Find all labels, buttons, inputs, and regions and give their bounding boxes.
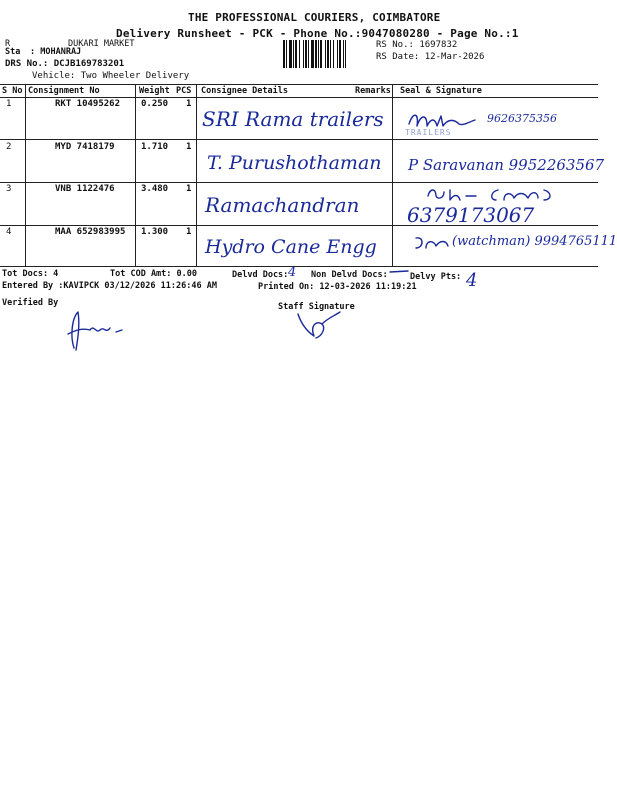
row-3-consignment: VNB 1122476	[55, 184, 115, 194]
col-divider	[25, 84, 26, 266]
row-2-consignee-handwritten: T. Purushothaman	[207, 152, 382, 174]
row-4-weight: 1.300	[141, 227, 169, 237]
table-header-rule	[0, 97, 598, 98]
col-divider	[196, 84, 197, 266]
barcode-image	[283, 40, 372, 68]
entered-by: Entered By :KAVIPCK 03/12/2026 11:26:46 AM	[2, 281, 217, 291]
col-divider	[392, 84, 393, 266]
company-title: THE PROFESSIONAL COURIERS, COIMBATORE	[188, 11, 441, 24]
row-divider	[0, 182, 598, 183]
rs-number: RS No.: 1697832	[376, 40, 458, 50]
drs-number: DRS No.: DCJB169783201	[5, 59, 125, 69]
delivered-docs-handwritten: 4	[288, 265, 297, 280]
row-2-consignment: MYD 7418179	[55, 142, 115, 152]
delivered-docs-label: Delvd Docs:	[232, 270, 289, 280]
header-seal-signature: Seal & Signature	[400, 86, 482, 96]
printed-on: Printed On: 12-03-2026 11:19:21	[258, 282, 417, 292]
staff-value: : MOHANRAJ	[30, 47, 82, 57]
row-1-stamp-text: TRAILERS	[405, 128, 452, 137]
non-delivered-docs-label: Non Delvd Docs:	[311, 270, 388, 280]
row-4-pcs: 1	[186, 227, 192, 237]
row-1-consignee-handwritten: SRI Rama trailers	[202, 107, 384, 131]
header-consignee: Consignee Details	[201, 86, 288, 96]
header-consignment: Consignment No	[28, 86, 100, 96]
rs-date: RS Date: 12-Mar-2026	[376, 52, 485, 62]
row-1-pcs: 1	[186, 99, 192, 109]
row-3-sno: 3	[6, 184, 12, 194]
table-bottom-rule	[0, 266, 598, 267]
verified-by-label: Verified By	[2, 298, 59, 308]
row-3-consignee-handwritten: Ramachandran	[205, 193, 360, 217]
route-label: R	[5, 39, 11, 49]
row-1-signature	[405, 108, 485, 132]
row-4-consignee-handwritten: Hydro Cane Engg	[205, 236, 377, 258]
header-sno: S No	[2, 86, 23, 96]
route-value: DUKARI MARKET	[68, 39, 135, 49]
row-divider	[0, 139, 598, 140]
row-2-sno: 2	[6, 142, 12, 152]
row-2-pcs: 1	[186, 142, 192, 152]
row-3-weight: 3.480	[141, 184, 169, 194]
verified-by-signature	[60, 306, 140, 356]
row-4-sno: 4	[6, 227, 12, 237]
header-weight: Weight	[139, 86, 170, 96]
table-top-rule	[0, 84, 598, 85]
row-4-consignment: MAA 652983995	[55, 227, 126, 237]
row-3-seal-phone: 6379173067	[407, 203, 535, 227]
staff-signature	[292, 308, 352, 344]
runsheet-title: Delivery Runsheet - PCK - Phone No.:9047080280 - Page No.:1	[116, 27, 519, 40]
staff-label: Sta	[5, 47, 21, 57]
total-cod-amount: Tot COD Amt: 0.00	[110, 269, 197, 279]
row-4-seal-note: (watchman) 9994765111	[452, 234, 617, 249]
vehicle-type: Vehicle: Two Wheeler Delivery	[32, 71, 190, 81]
staff-signature-label: Staff Signature	[278, 302, 355, 312]
col-divider	[135, 84, 136, 266]
row-2-weight: 1.710	[141, 142, 169, 152]
non-delivered-dash-mark	[388, 267, 412, 275]
total-docs: Tot Docs: 4	[2, 269, 59, 279]
row-2-seal-handwritten: P Saravanan 9952263567	[408, 156, 605, 174]
row-4-tamil-script-handwriting	[412, 234, 452, 252]
row-1-seal-phone: 9626375356	[487, 112, 557, 125]
header-pcs: PCS	[176, 86, 192, 96]
row-1-weight: 0.250	[141, 99, 169, 109]
row-1-consignment: RKT 10495262	[55, 99, 121, 109]
row-3-pcs: 1	[186, 184, 192, 194]
delivery-points-handwritten: 4	[466, 270, 478, 291]
header-remarks: Remarks	[355, 86, 391, 96]
row-1-sno: 1	[6, 99, 12, 109]
delivery-points-label: Delvy Pts:	[410, 272, 462, 282]
row-3-tamil-script-handwriting	[424, 186, 564, 204]
